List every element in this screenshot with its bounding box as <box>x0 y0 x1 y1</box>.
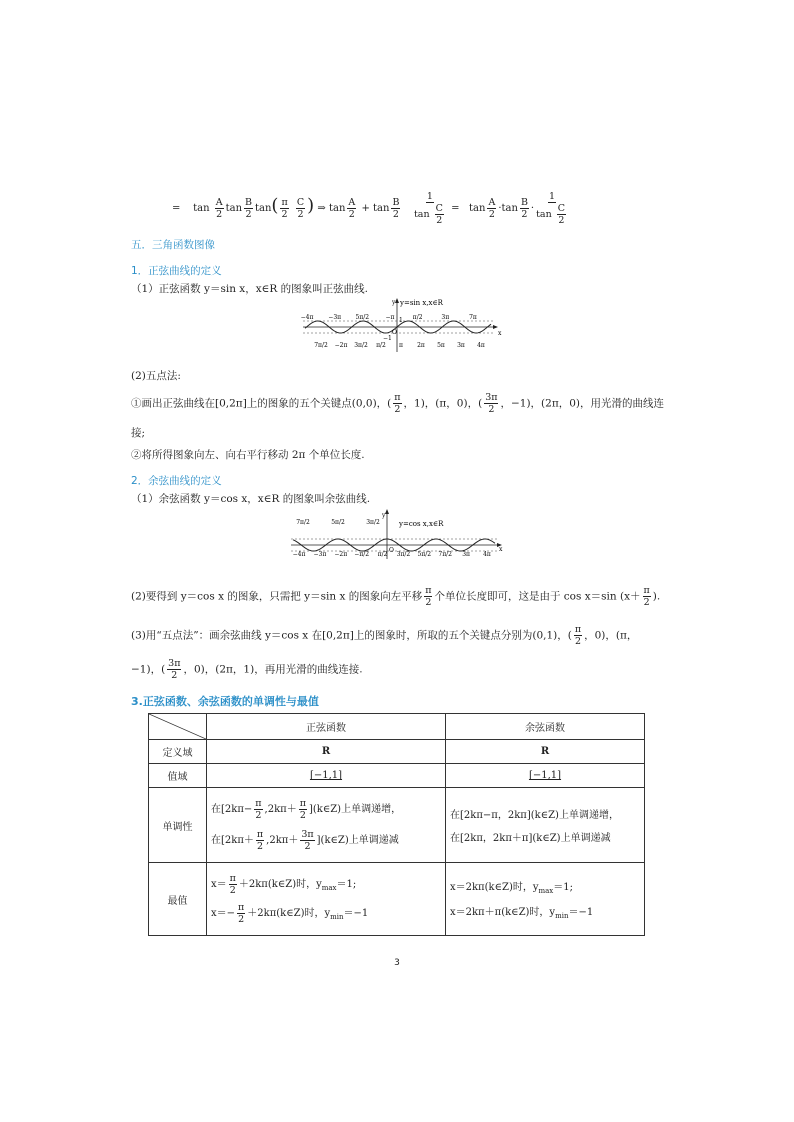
sine-top-tick-label: π/2 <box>412 314 423 321</box>
tan-text: tan <box>469 203 486 214</box>
formula-line: = tan $\frac{A}{2}$ tan $\frac{B}{2}$ tan( $\frac{\pi}{2}$ $\frac{C}{2}$ ) ⇒ tan $\frac{A}{2}$ + tan $\frac{B}{2}$ 1 tan $\frac{C}{2}$ = tan $\frac{A}{2}$ ·tan $\frac{B}{2}$ · 1 tan $\frac{C}{2}$ <box>172 191 570 226</box>
fraction-one-over-tan-c2: 1 tan $\frac{C}{2}$ <box>536 191 566 226</box>
text-segment: ,2kπ＋ <box>266 835 299 846</box>
text-segment: 个单位长度即可，这是由于 cos x＝sin (x＋ <box>434 590 641 603</box>
fraction-one-over-tan-c2: 1 tan $\frac{C}{2}$ <box>413 191 443 226</box>
sine-top-tick-label: −π <box>385 314 395 321</box>
text-segment: ](k∈Z)上单调递减 <box>316 835 399 846</box>
text-segment: ](k∈Z)上单调递增， <box>308 804 402 815</box>
section-heading-5: 五．三角函数图像 <box>131 239 215 251</box>
monotonicity-table <box>148 713 645 936</box>
subscript: min <box>555 912 569 920</box>
text-segment: ＝−1 <box>343 908 369 919</box>
cosine-bottom-tick-label: 3π/2 <box>396 551 411 558</box>
fraction-pi-over-2: $\frac{\pi}{2}$ <box>238 902 245 925</box>
text-segment: x＝− <box>211 908 236 919</box>
fraction-pi-over-2: $\frac{\pi}{2}$ <box>229 873 236 896</box>
tan-text: tan <box>328 203 346 214</box>
text-segment: x＝2kπ(k∈Z)时，y <box>450 882 539 893</box>
cosine-bottom-tick-label: π/2 <box>377 551 388 558</box>
text-segment: ，0)，(2π，1)，再用光滑的曲线连接. <box>183 663 363 676</box>
table-row <box>149 764 645 788</box>
table-row <box>149 863 645 936</box>
fraction-3pi-over-2: $\frac{3\pi}{2}$ <box>168 658 181 681</box>
fraction-3pi-over-2: $\frac{3\pi}{2}$ <box>301 829 314 852</box>
implies-arrow: ⇒ <box>317 203 326 214</box>
sine-bottom-tick-label: π <box>399 342 403 349</box>
sine-domain: R <box>207 740 446 764</box>
fraction-b-over-2: $\frac{B}{2}$ <box>245 197 252 220</box>
row-label-range: 值域 <box>149 764 207 788</box>
cosine-bottom-tick-label: 5π/2 <box>417 551 432 558</box>
cosine-bottom-tick-label: 7π/2 <box>438 551 453 558</box>
text-segment: ①画出正弦曲线在[0,2π]上的图象的五个关键点(0,0)，( <box>131 397 392 410</box>
text-segment: 在[2kπ＋ <box>211 835 254 846</box>
sine-definition: （1）正弦函数 y＝sin x，x∈R 的图象叫正弦曲线. <box>131 283 368 295</box>
text-segment: (2)要得到 y＝cos x 的图象，只需把 y＝sin x 的图象向左平移 <box>131 590 423 603</box>
text-segment: ，1)，(π，0)，( <box>403 397 483 410</box>
cosine-bottom-tick-label: −2π <box>334 551 348 558</box>
subscript: min <box>330 913 344 921</box>
cosine-max <box>450 878 640 895</box>
text-segment: ＝−1 <box>568 907 594 918</box>
cosine-range: [−1,1] <box>446 764 645 788</box>
five-point-title: (2)五点法: <box>131 370 181 382</box>
dot-operator: · <box>530 203 535 214</box>
sine-decreasing <box>211 829 441 852</box>
fraction-a-over-2: $\frac{A}{2}$ <box>348 197 356 220</box>
fraction-pi-over-2: $\frac{\pi}{2}$ <box>574 624 582 647</box>
fraction-b-over-2: $\frac{B}{2}$ <box>520 197 528 220</box>
sine-range: [−1,1] <box>207 764 446 788</box>
graph-label: y=sin x,x∈R <box>400 299 443 307</box>
sine-top-tick-label: 3π <box>441 314 450 321</box>
sine-top-tick-label: −3π <box>328 314 342 321</box>
tan-text: tan <box>255 203 272 214</box>
cosine-definition: （1）余弦函数 y＝cos x，x∈R 的图象叫余弦曲线. <box>131 493 371 505</box>
text-segment: ，0)，(π， <box>584 629 638 642</box>
fraction-pi-over-2: $\frac{\pi}{2}$ <box>255 798 262 821</box>
cosine-bottom-tick-label: 3π <box>462 551 470 558</box>
cosine-decreasing: 在[2kπ，2kπ＋π](k∈Z)上单调递减 <box>450 833 611 844</box>
sine-top-tick-label: 7π <box>469 314 477 321</box>
row-label-monotonicity: 单调性 <box>149 788 207 863</box>
text-segment: ，−1)，(2π，0)，用光滑的曲线连 <box>500 397 665 410</box>
cosine-five-point-cont <box>131 658 363 681</box>
text-segment: ＋2kπ(k∈Z)时，y <box>238 879 322 890</box>
fraction-a-over-2: $\frac{A}{2}$ <box>215 197 223 220</box>
header-cosine: 余弦函数 <box>446 714 645 740</box>
five-point-step-1-end: 接; <box>131 427 146 439</box>
x-axis-label: x <box>499 546 503 553</box>
page-number: 3 <box>394 958 400 968</box>
fraction-pi-over-2: $\frac{\pi}{2}$ <box>299 798 306 821</box>
equals-sign: = <box>172 203 181 214</box>
origin-label: O <box>392 329 397 336</box>
text-segment: x＝2kπ＋π(k∈Z)时，y <box>450 907 556 918</box>
sine-top-tick-label: −4π <box>300 314 314 321</box>
subscript: max <box>538 887 554 895</box>
diagonal-line <box>149 714 206 739</box>
equals-sign: = <box>451 203 460 214</box>
fraction-pi-over-2: $\frac{\pi}{2}$ <box>425 585 432 608</box>
fraction-a-over-2: $\frac{A}{2}$ <box>488 197 496 220</box>
y-axis-label: y <box>392 299 396 306</box>
header-sine: 正弦函数 <box>207 714 446 740</box>
tan-text: tan <box>373 203 390 214</box>
sine-bottom-tick-label: 5π <box>437 342 445 349</box>
fraction-b-over-2: $\frac{B}{2}$ <box>392 197 400 220</box>
cosine-shift-explanation <box>131 585 660 608</box>
tan-text: tan <box>501 203 518 214</box>
cosine-top-tick-label: 5π/2 <box>331 519 345 526</box>
text-segment: x＝ <box>211 879 227 890</box>
cosine-top-tick-label: 3π/2 <box>366 519 380 526</box>
table-row <box>149 740 645 764</box>
table-header-row <box>149 714 645 740</box>
subscript: max <box>321 884 337 892</box>
tan-text: tan <box>193 203 210 214</box>
cosine-bottom-tick-label: −3π <box>313 551 327 558</box>
sine-min <box>211 902 441 925</box>
text-segment: 在[2kπ− <box>211 804 253 815</box>
fraction-c-over-2: $\frac{C}{2}$ <box>296 197 305 220</box>
tan-text: tan <box>225 203 243 214</box>
x-axis-label: x <box>498 330 502 337</box>
subheading-monotonicity: 3.正弦函数、余弦函数的单调性与最值 <box>131 695 319 708</box>
five-point-step-1 <box>131 392 664 415</box>
sine-bottom-tick-label: 4π <box>477 342 485 349</box>
five-point-step-2: ②将所得图象向左、向右平行移动 2π 个单位长度. <box>131 449 365 461</box>
cosine-bottom-tick-label: −π/2 <box>354 551 370 558</box>
sine-graph <box>293 297 503 355</box>
cosine-top-tick-label: 7π/2 <box>296 519 310 526</box>
fraction-pi-over-2: $\frac{\pi}{2}$ <box>394 392 401 415</box>
cosine-min <box>450 903 640 920</box>
cosine-bottom-tick-label: −4π <box>292 551 306 558</box>
fraction-pi-over-2: $\frac{\pi}{2}$ <box>256 829 264 852</box>
subheading-cosine-curve: 2．余弦曲线的定义 <box>131 475 222 487</box>
y-neg-one-label: −1 <box>383 335 392 342</box>
cosine-monotonicity <box>446 788 645 863</box>
cosine-graph <box>287 509 507 561</box>
cosine-five-point <box>131 624 637 647</box>
text-segment: (3)用“五点法”：画余弦曲线 y＝cos x 在[0,2π]上的图象时，所取的五个关键点分别为(0,1)，( <box>131 629 572 642</box>
fraction-pi-over-2: $\frac{\pi}{2}$ <box>643 585 650 608</box>
sine-bottom-tick-label: −2π <box>334 342 348 349</box>
sine-max <box>211 873 441 896</box>
y-axis-label: y <box>382 512 386 519</box>
row-label-domain: 定义域 <box>149 740 207 764</box>
fraction-3pi-over-2: $\frac{3\pi}{2}$ <box>485 392 498 415</box>
sine-bottom-tick-label: 3π/2 <box>354 342 368 349</box>
text-segment: ＝1; <box>553 882 573 893</box>
cosine-bottom-tick-label: 4π <box>483 551 491 558</box>
cosine-domain: R <box>446 740 645 764</box>
graph-label: y=cos x,x∈R <box>399 520 444 528</box>
text-segment: −1)，( <box>131 663 166 676</box>
origin-label: O <box>389 547 394 554</box>
sine-bottom-tick-label: π/2 <box>376 342 386 349</box>
sine-monotonicity <box>207 788 446 863</box>
diagonal-header-cell <box>149 714 207 740</box>
sine-bottom-tick-label: 2π <box>417 342 425 349</box>
subheading-sine-curve: 1．正弦曲线的定义 <box>131 265 222 277</box>
cosine-increasing: 在[2kπ−π，2kπ](k∈Z)上单调递增， <box>450 810 619 821</box>
table-row <box>149 788 645 863</box>
sine-increasing <box>211 798 441 821</box>
text-segment: ). <box>652 590 661 603</box>
sine-bottom-tick-label: 3π <box>457 342 465 349</box>
fraction-pi-over-2: $\frac{\pi}{2}$ <box>281 197 288 220</box>
sine-top-tick-label: 5π/2 <box>355 314 370 321</box>
cosine-extrema <box>446 863 645 936</box>
sine-bottom-tick-label: 7π/2 <box>314 342 328 349</box>
text-segment: ＋2kπ(k∈Z)时，y <box>247 908 331 919</box>
plus-sign: + <box>361 203 370 214</box>
text-segment: ＝1; <box>336 879 357 890</box>
sine-extrema <box>207 863 446 936</box>
row-label-extrema: 最值 <box>149 863 207 936</box>
text-segment: ,2kπ＋ <box>264 804 297 815</box>
dot-operator: · <box>498 203 502 214</box>
y-one-label: 1 <box>399 317 403 324</box>
